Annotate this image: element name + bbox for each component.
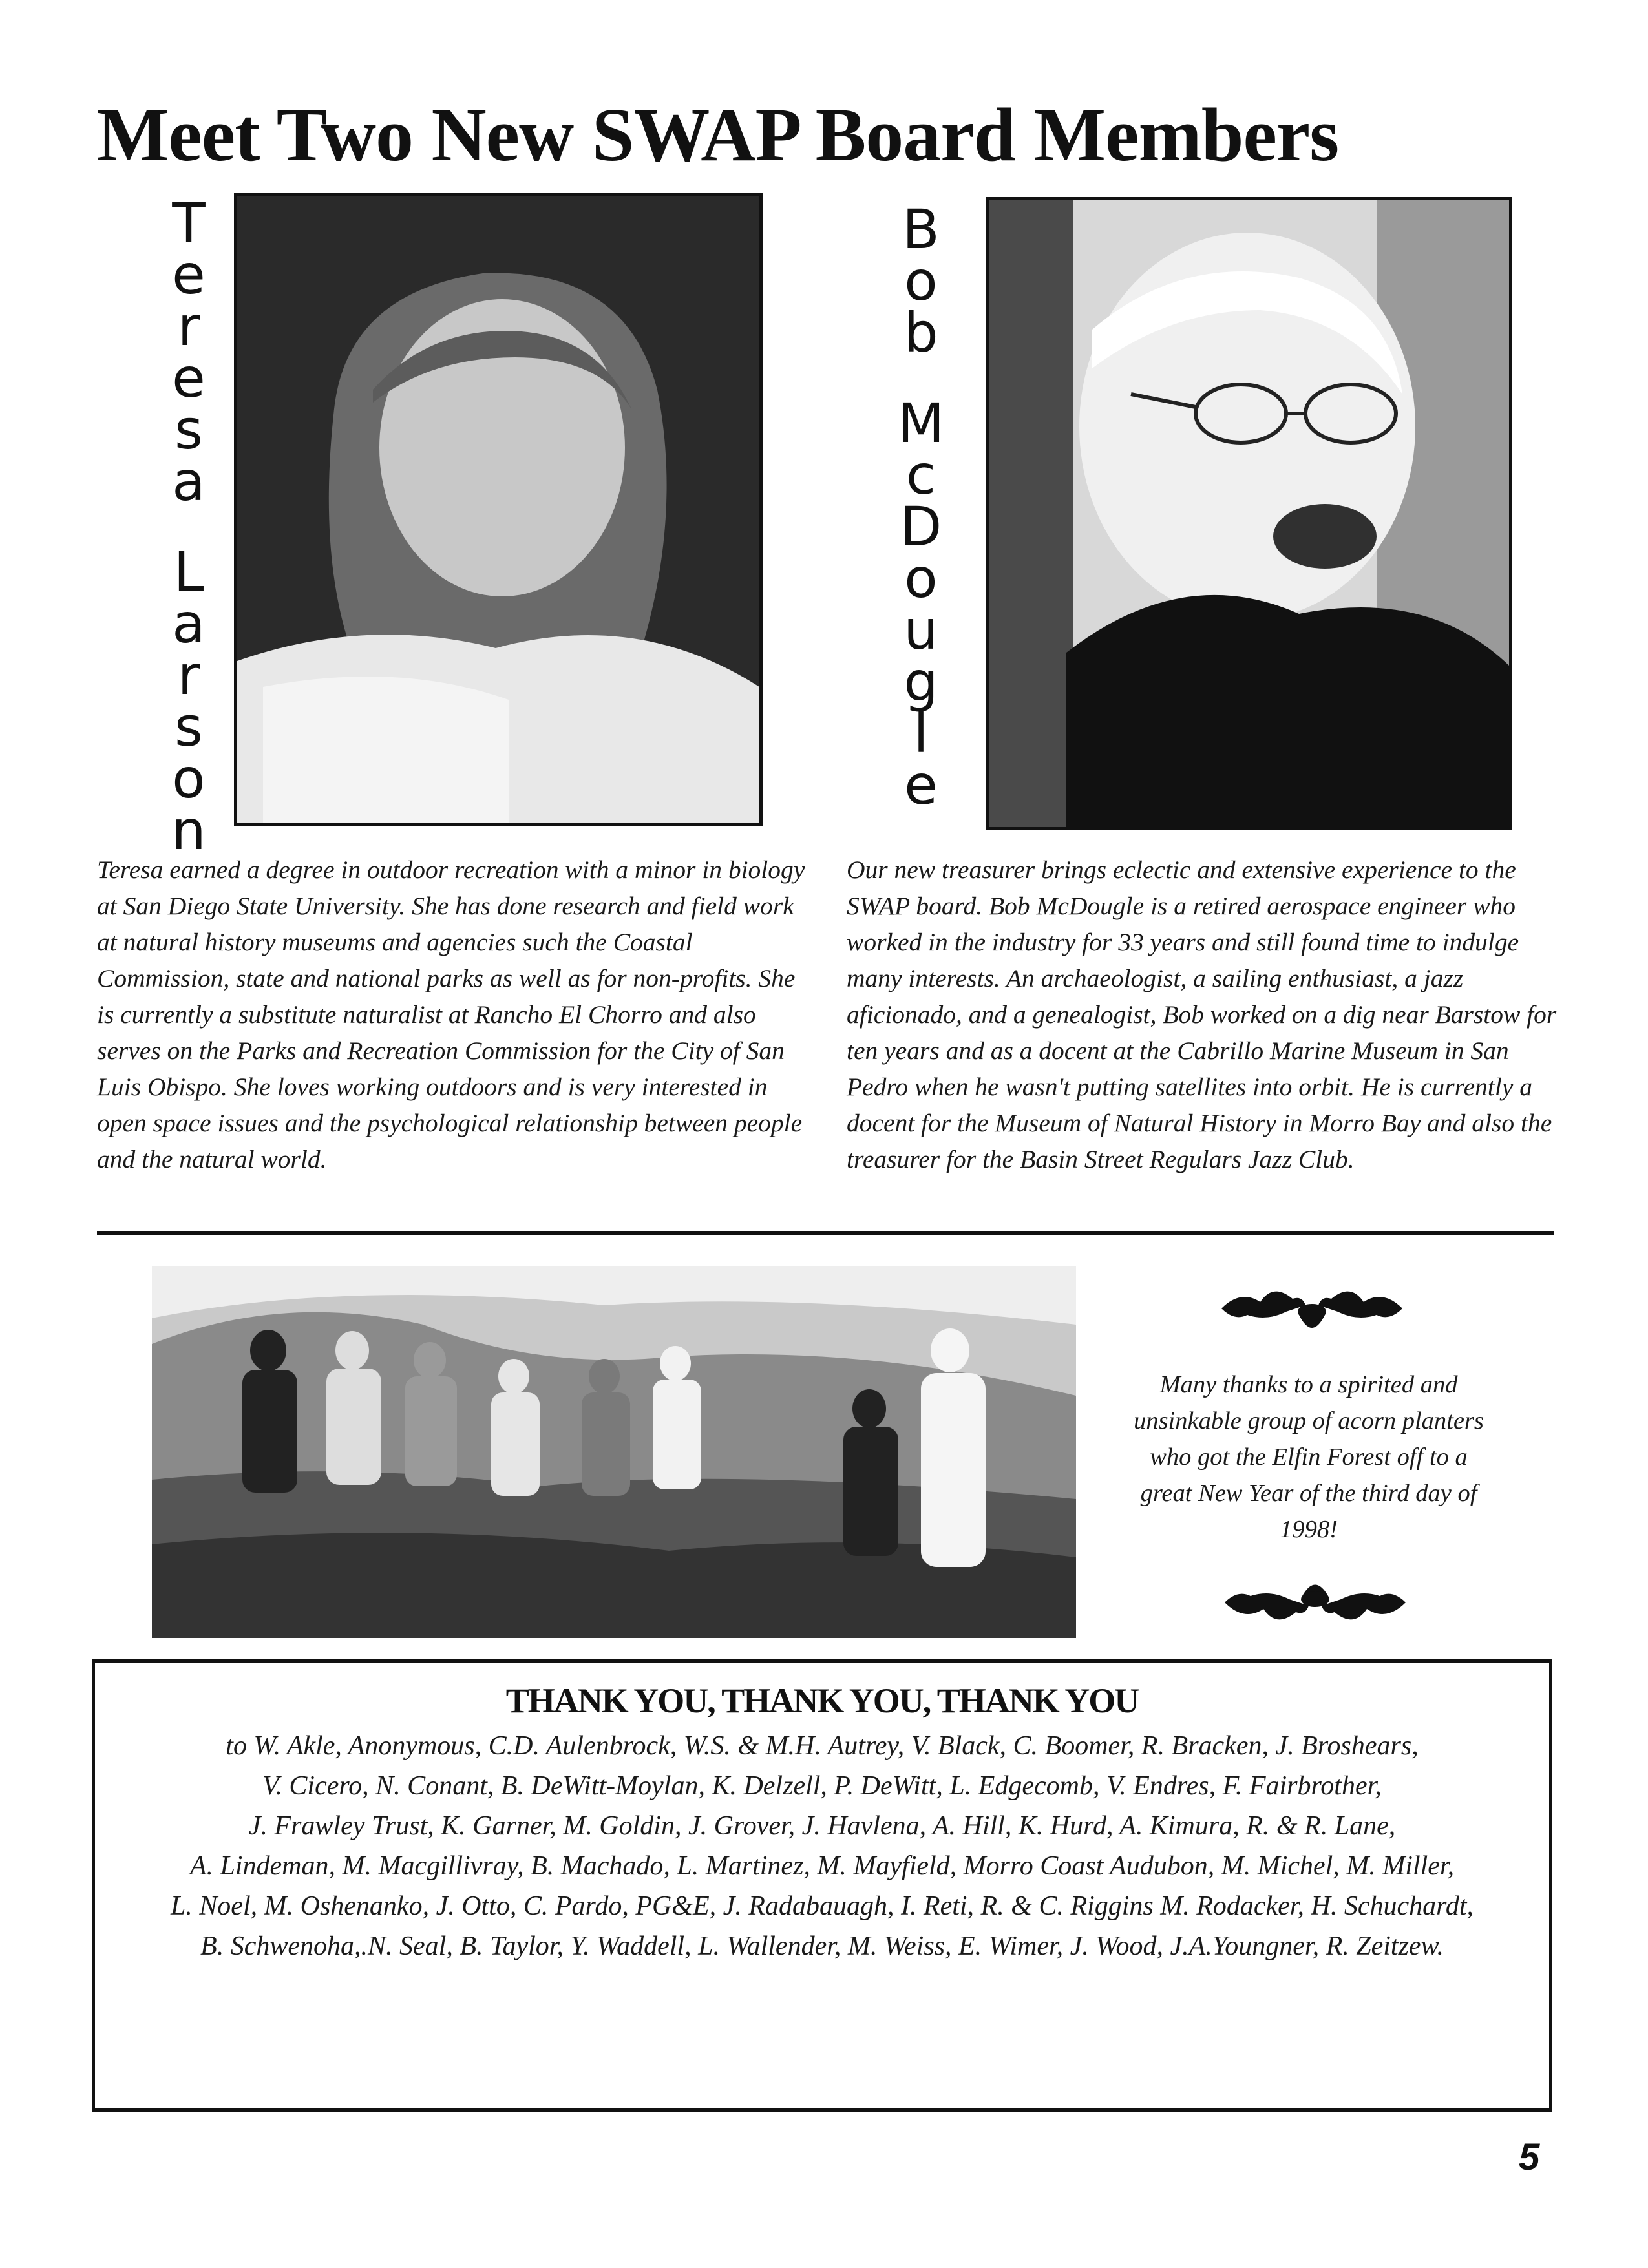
group-photo-icon [152,1266,1076,1638]
name-letter: c [905,443,936,507]
page-number: 5 [1519,2136,1540,2178]
name-letter: r [177,295,200,358]
donor-line: B. Schwenoha,.N. Seal, B. Taylor, Y. Waddell, L. Wallender, M. Weiss, E. Wimer, J. Wood, J.A.Youngner, R. Zeitzew. [200,1931,1444,1961]
photo-teresa [234,193,763,826]
oak-leaf-acorn-icon [1215,1276,1409,1341]
acorn-ornament-bottom-icon [1218,1577,1412,1628]
thank-you-title: THANK YOU, THANK YOU, THANK YOU [505,1681,1139,1720]
name-letter: L [173,540,204,604]
thank-you-box [92,1659,1552,2112]
name-letter: o [904,547,938,610]
name-letter: s [174,695,203,759]
donor-line: A. Lindeman, M. Macgillivray, B. Machado, L. Martinez, M. Mayfield, Morro Coast Audubon, M. Michel, M. Miller, [189,1851,1455,1881]
section-divider [97,1231,1554,1235]
oak-leaf-acorn-icon [1218,1577,1412,1628]
name-letter: l [913,702,929,765]
donor-line: L. Noel, M. Oshenanko, J. Otto, C. Pardo, PG&E, J. Radabauagh, I. Reti, R. & C. Riggins M. Rodacker, H. Schuchardt, [170,1891,1474,1921]
name-letter: D [900,495,942,558]
bio-teresa: Teresa earned a degree in outdoor recreation with a minor in biology at San Diego State University. She has done research and field work at natural history museums and agencies such the Coastal Commission, state and national parks as well as for non-profits. She is currently a substitute naturalist at Rancho El Chorro and also serves on the Parks and Recreation Commission for the City of San Luis Obispo. She loves working outdoors and is very interested in open space issues and the psychological relationship between people and the natural world. [97,856,805,1173]
name-letter: e [172,346,206,410]
name-letter: g [903,650,938,713]
portrait-man-glasses-icon [989,200,1509,827]
acorn-planters-note: Many thanks to a spirited and unsinkable group of acorn planters who got the Elfin Forest off to a great New Year of the third day of 1998! [1134,1371,1484,1543]
donor-line: V. Cicero, N. Conant, B. DeWitt-Moylan, K. Delzell, P. DeWitt, L. Edgecomb, V. Endres, F. Fairbrother, [262,1771,1382,1801]
name-letter: e [904,753,938,817]
photo-acorn-planters [152,1266,1076,1638]
name-letter: o [172,747,206,810]
portrait-woman-icon [237,196,759,823]
name-letter: u [903,598,938,662]
name-letter: e [172,243,206,306]
name-letter: a [172,592,206,655]
vertical-name-teresa [150,191,227,862]
acorn-ornament-top-icon [1215,1276,1409,1341]
donor-list [95,1726,1549,1966]
donor-line: J. Frawley Trust, K. Garner, M. Goldin, J. Grover, J. Havlena, A. Hill, K. Hurd, A. Kimura, R. & R. Lane, [248,1811,1396,1841]
donor-line: to W. Akle, Anonymous, C.D. Aulenbrock, W.S. & M.H. Autrey, V. Black, C. Boomer, R. Bracken, J. Broshears, [226,1731,1419,1761]
name-letter: b [903,301,938,364]
name-letter: s [174,398,203,461]
name-letter: o [904,249,938,313]
name-letter: B [902,198,940,261]
name-letter: n [171,799,206,862]
name-letter: r [177,644,200,707]
name-letter: a [172,450,206,513]
photo-bob [986,197,1512,830]
vertical-name-bob [882,198,960,817]
name-letter: T [172,191,206,255]
page-title: Meet Two New SWAP Board Members [97,92,1339,177]
name-letter: M [897,392,945,455]
bio-bob: Our new treasurer brings eclectic and extensive experience to the SWAP board. Bob McDougle is a retired aerospace engineer who worked in the industry for 33 years and still found time to indulge many interests. An archaeologist, a sailing enthusiast, a jazz aficionado, and a genealogist, Bob worked on a dig near Barstow for ten years and as a docent at the Cabrillo Marine Museum in San Pedro when he wasn't putting satellites into orbit. He is currently a docent for the Museum of Natural History in Morro Bay and also the treasurer for the Basin Street Regulars Jazz Club. [847,856,1557,1173]
